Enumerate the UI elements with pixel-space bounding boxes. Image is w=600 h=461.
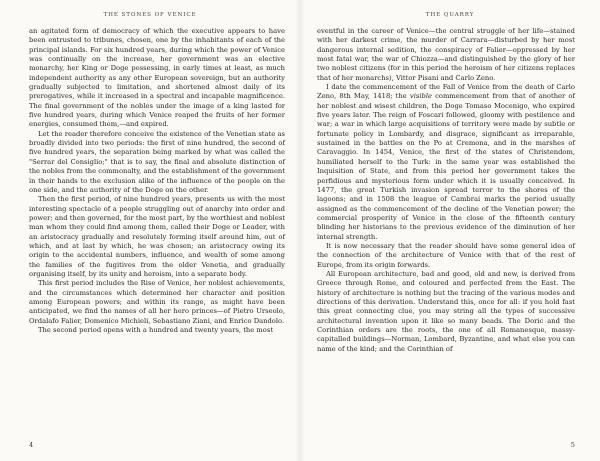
left-paragraph-3: Then the first period, of nine hundred years, presents us with the most interesting spectacle of a people struggling out of anarchy into order and power; and then governed, for the most part, by the worthiest and noblest man whom they could find among them, called their Doge or Leader, with an aristocracy gradually and resolutely forming itself around him, out of which, and at last by which, he was chosen; an aristocracy owing its origin to the accidental numbers, influence, and wealth of some among the families of the fugitives from the older Venetia, and gradually organising itself, by its unity and heroism, into a separate body. [29,195,285,278]
right-paragraph-3: It is now necessary that the reader should have some general idea of the connection of the architecture of Venice with that of the rest of Europe, from its origin forwards. [317,241,575,269]
right-paragraph-2 [317,83,575,242]
right-paragraph-4: All European architecture, bad and good, old and new, is derived from Greece through Rome, and coloured and perfected from the East. The history of architecture is nothing but the tracing of the various modes and directions of this derivation. Understand this, once for all: if you hold fast this great connecting clue, you may string all the types of successive architectural invention upon it like so many beads. The Doric and the Corinthian orders are the roots, the one of all Romanesque, massy-capitalled buildings—Norman, Lombard, Byzantine, and what else you can name of the kind; and the Corinthian of [317,269,575,353]
left-running-head: THE STONES OF VENICE [103,12,197,18]
left-page-number: 4 [29,441,34,449]
left-paragraph-4: This first period includes the Rise of Venice, her noblest achievements, and the circumstances which determined her character and position among European powers; and within its range, as might have been anticipated, we find the names of all her hero princes—of Pietro Urseolo, Ordalafo Falier, Domenico Michieli, Sebastiano Ziani, and Enrico Dandolo. [29,279,285,325]
right-paragraph-2-start: I date the commencement of the Fall of Venice from the death of Carlo Zeno, 8th May, 1418; the [317,83,575,101]
left-paragraph-5: The second period opens with a hundred and twenty years, the most [38,326,274,334]
right-running-head: THE QUARRY [425,12,475,18]
right-page [300,0,600,461]
right-paragraph-2-rest: commencement from that of another of her noblest and wisest children, the Doge Tomaso Mocenigo, who expired five years later. The reign of Foscari followed, gloomy with pestilence and war; a war in which large acquisitions of territory were made by subtle or fortunate policy in Lombardy, and disgrace, significant as irreparable, sustained in the battles on the Po at Cremona, and in the marshes of Caravaggio. In 1454, Venice, the first of the states of Christendom, humiliated herself to the Turk: in the same year was established the Inquisition of State, and from this period her government takes the perfidious and mysterious form under which it is usually conceived. In 1477, the great Turkish invasion spread terror to the shores of the lagoons; and in 1508 the league of Cambrai marks the period usually assigned as the commencement of the decline of the Venetian power; the commercial prosperity of Venice in the close of the fifteenth century blinding her historians to the previous evidence of the diminution of her internal strength. [317,92,575,241]
visible-emphasis: visible [409,92,432,101]
right-page-number: 5 [570,441,575,449]
right-paragraph-1: eventful in the career of Venice—the central struggle of her life—stained with her darkest crime, the murder of Carrara—disturbed by her most dangerous internal sedition, the conspiracy of Falier—oppressed by her most fatal war, the war of Chiozza—and distinguished by the glory of her two noblest citizens (for in this period the heroism of her citizens replaces that of her monarchs), Vittor Pisani and Carlo Zeno. [317,27,575,82]
left-paragraph-2: Let the reader therefore conceive the existence of the Venetian state as broadly divided into two periods: the first of nine hundred, the second of five hundred years, the separation being marked by what was called the "Serrar del Consiglio;" that is to say, the final and absolute distinction of the nobles from the commonalty, and the establishment of the government in their hands to the exclusion alike of the influence of the people on the one side, and the authority of the Doge on the other. [29,129,285,194]
right-text-block [317,27,575,354]
left-text-block [29,27,285,335]
left-paragraph-1: an agitated form of democracy of which the executive appears to have been entrusted to tribunes, chosen, one by the inhabitants of each of the principal islands. For six hundred years, during which the power of Venice was continually on the increase, her government was an elective monarchy, her King or Doge possessing, in early times at least, as much independent authority as any other European sovereign, but an authority gradually subjected to limitation, and shortened almost daily of its prerogatives, while it increased in a spectral and incapable magnificence. The final government of the nobles under the image of a king lasted for five hundred years, during which Venice reaped the fruits of her former energies, consumed them,—and expired. [29,27,285,129]
